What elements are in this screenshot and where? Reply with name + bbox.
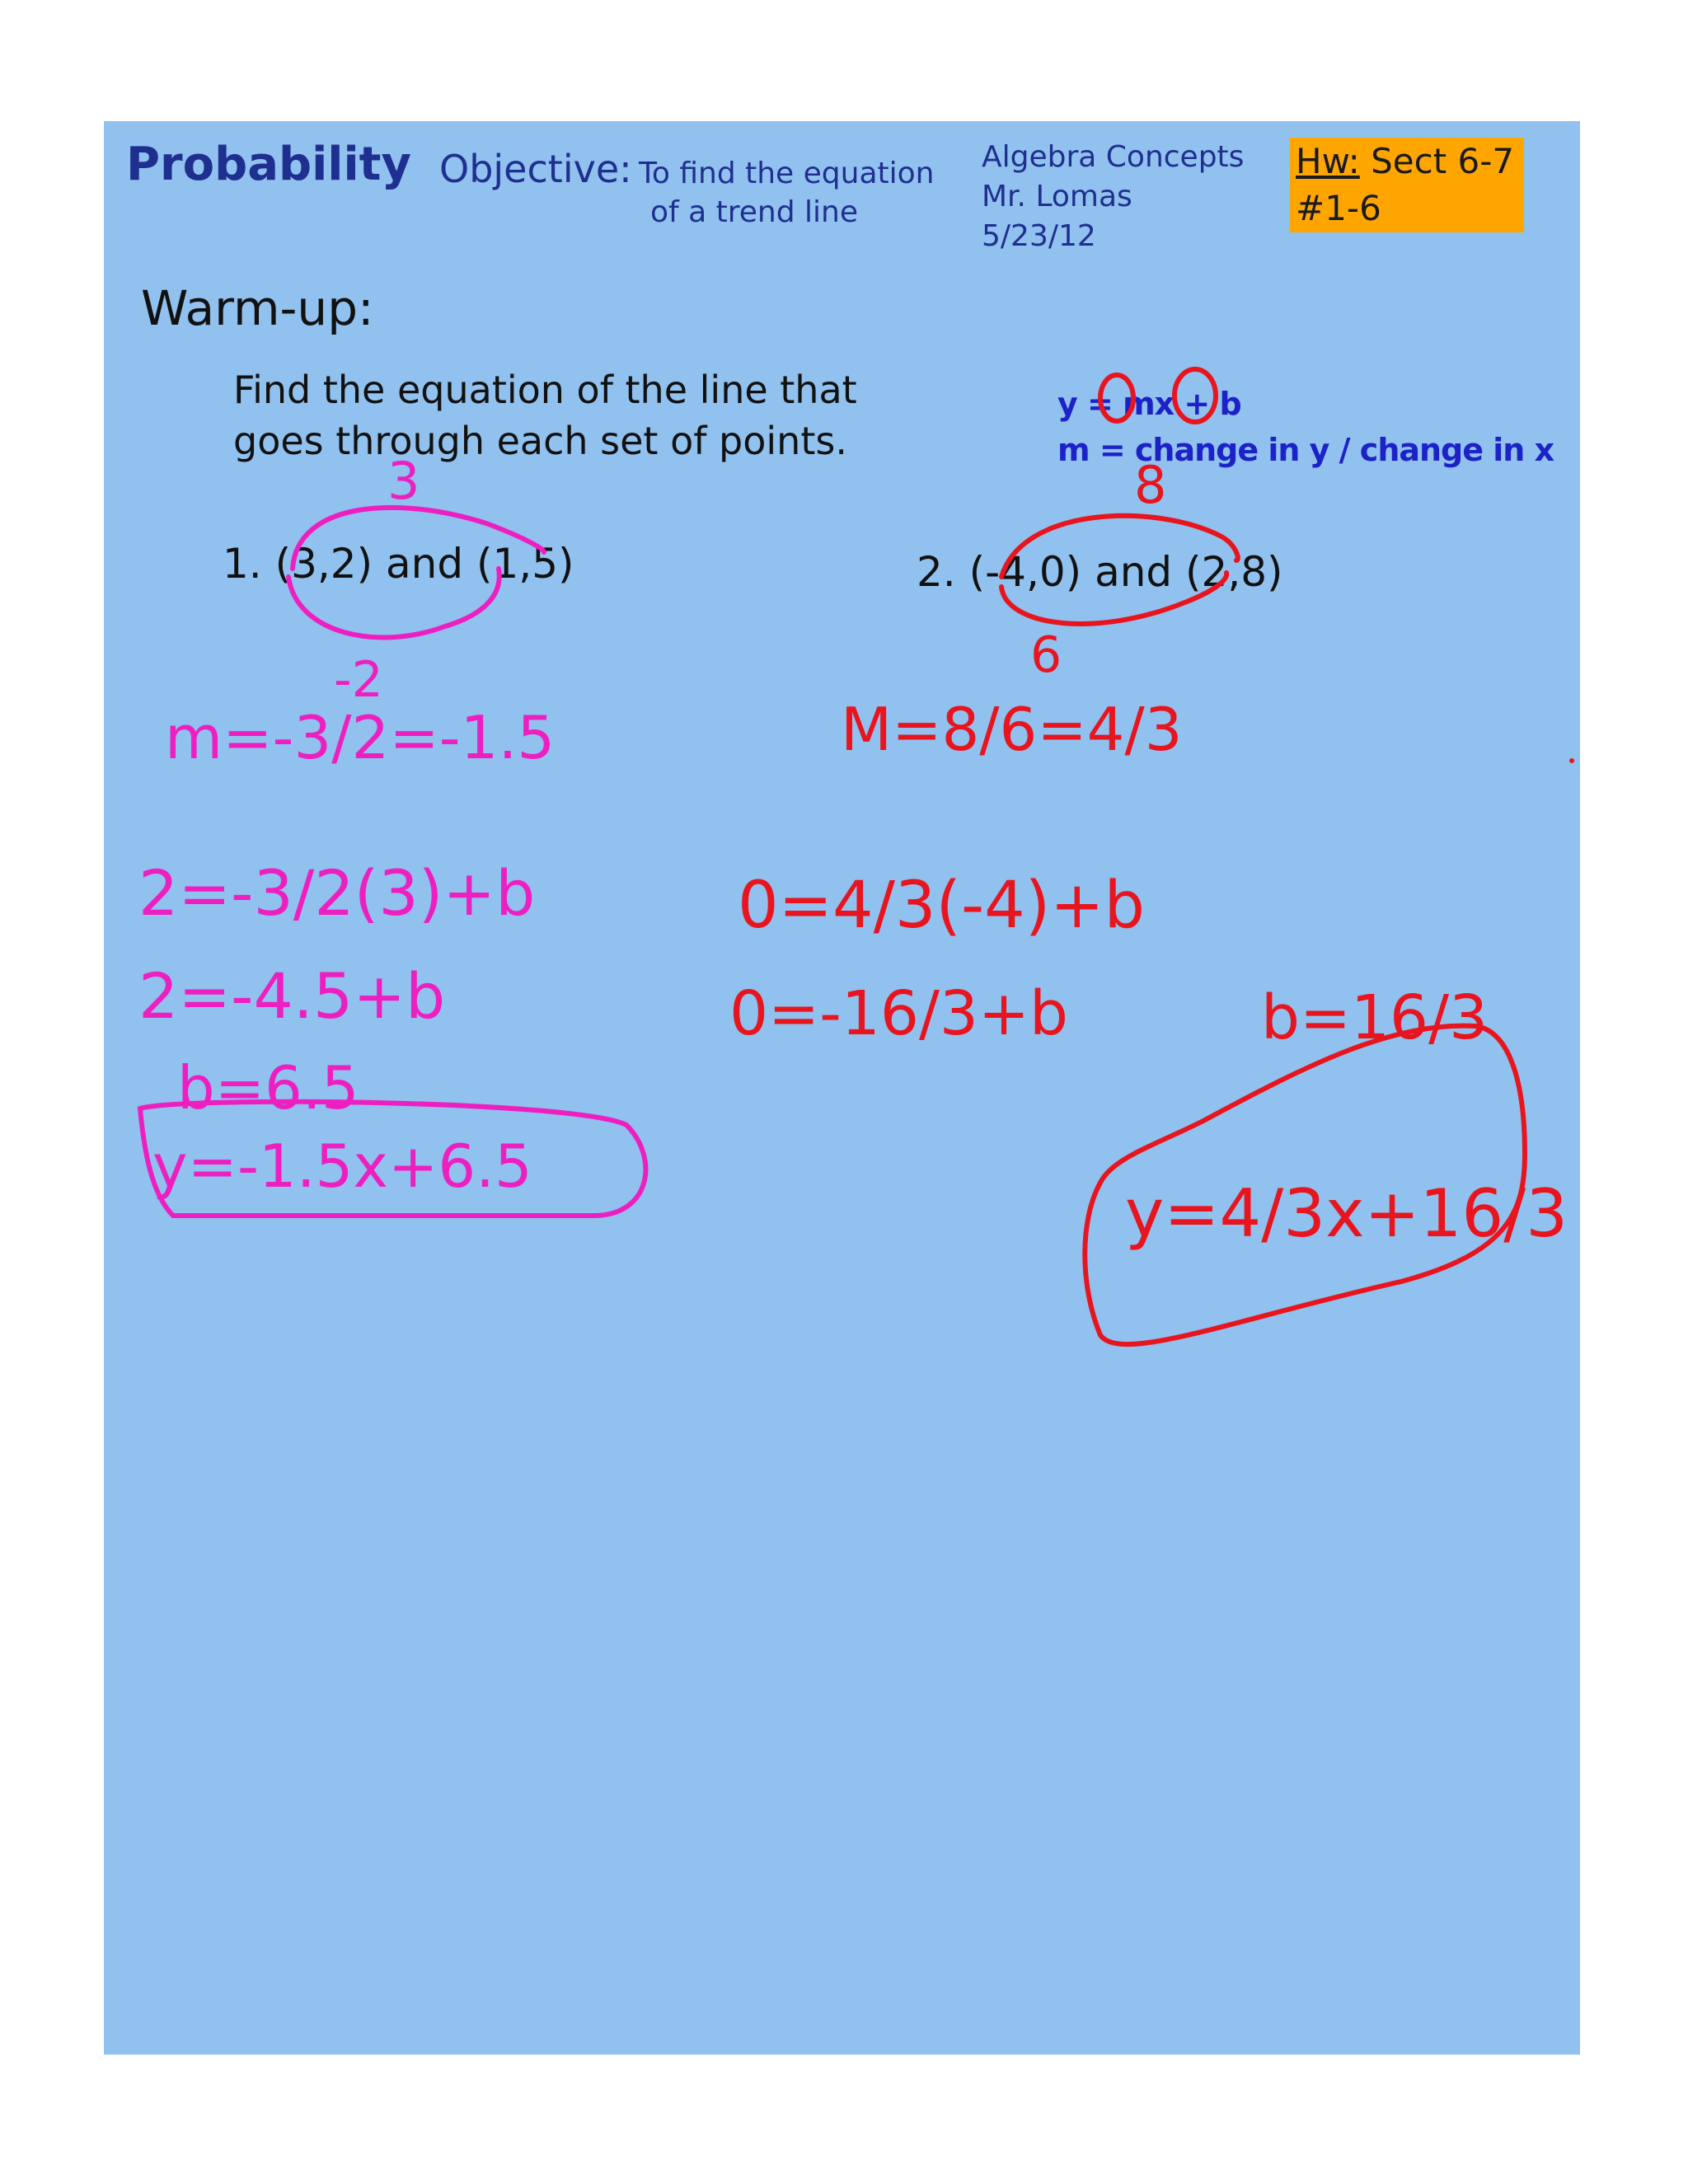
p1-substitution: 2=-3/2(3)+b (138, 856, 536, 930)
circle-b-mark (1175, 369, 1216, 422)
p2-simplify: 0=-16/3+b (729, 978, 1068, 1049)
p1-rise-value: 3 (387, 451, 420, 511)
problem-2: 2. (-4,0) and (2,8) (917, 548, 1283, 596)
objective-line-1: To find the equation (639, 157, 935, 190)
p1-intercept: b=6.5 (177, 1053, 359, 1122)
p1-simplify: 2=-4.5+b (138, 959, 446, 1033)
formula-line-1: y = mx + b (1057, 386, 1241, 422)
prompt-line-2: goes through each set of points. (233, 419, 847, 463)
problem-1: 1. (3,2) and (1,5) (223, 540, 574, 588)
p2-intercept: b=16/3 (1261, 982, 1489, 1053)
rise-arc-2 (1001, 516, 1238, 577)
p2-slope-work: M=8/6=4/3 (841, 695, 1183, 764)
homework-label: Hw: (1296, 141, 1360, 181)
warmup-heading: Warm-up: (141, 280, 374, 336)
p2-rise-value: 8 (1134, 455, 1167, 515)
p2-run-value: 6 (1030, 626, 1062, 684)
rise-arc (293, 508, 544, 569)
p2-substitution: 0=4/3(-4)+b (738, 869, 1146, 943)
homework-line-2: #1-6 (1296, 188, 1381, 228)
teacher-name: Mr. Lomas (982, 180, 1132, 213)
formula-line-2: m = change in y / change in x (1057, 432, 1554, 468)
course-name: Algebra Concepts (982, 140, 1245, 174)
run-arc (288, 569, 499, 638)
page-title: Probability (126, 138, 411, 191)
stray-mark (1569, 758, 1574, 763)
p1-run-value: -2 (334, 651, 383, 709)
p1-final-answer: y=-1.5x+6.5 (152, 1132, 532, 1201)
objective-label: Objective: (439, 147, 632, 191)
p2-final-answer: y=4/3x+16/3 (1125, 1175, 1568, 1252)
objective-line-2: of a trend line (650, 195, 858, 229)
p1-slope-work: m=-3/2=-1.5 (165, 703, 556, 772)
run-arc-2 (1001, 573, 1226, 624)
homework-section: Sect 6-7 (1359, 141, 1515, 181)
prompt-line-1: Find the equation of the line that (233, 368, 857, 412)
circle-m-mark (1100, 375, 1133, 421)
lesson-date: 5/23/12 (982, 219, 1096, 253)
